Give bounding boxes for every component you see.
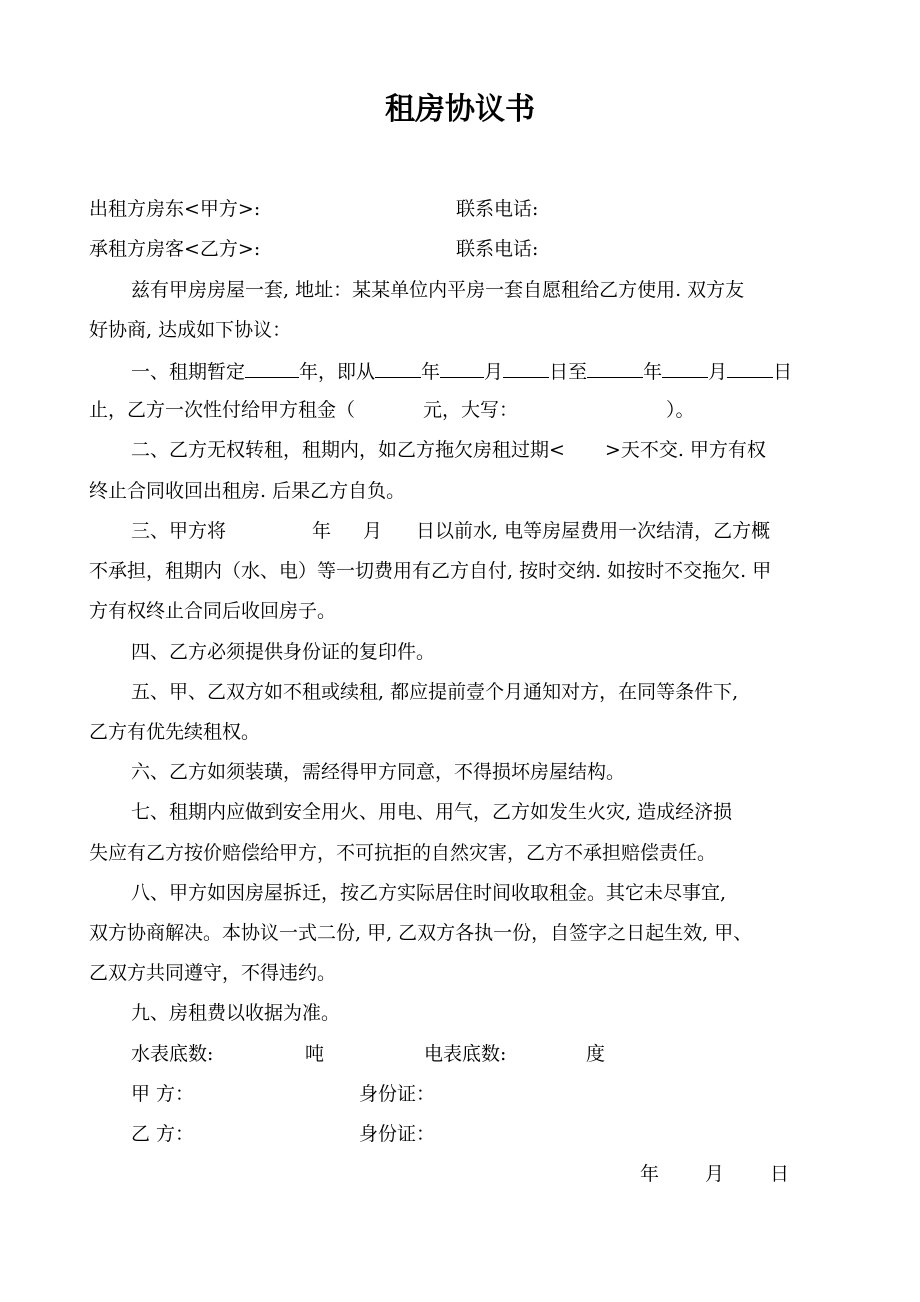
lessor-line (89, 196, 260, 222)
clause-1-line-2 (89, 397, 695, 423)
term-years-blank (245, 357, 299, 378)
clause-3-line-3: 方有权终止合同后收回房子。 (89, 600, 337, 622)
clause-6: 六、乙方如须装璜，需经得甲方同意，不得损坏房屋结构。 (131, 761, 626, 783)
clause-3-text: 月 (363, 520, 383, 542)
clause-1-text: 日 (773, 361, 793, 383)
document-title: 租房协议书 (385, 92, 535, 127)
phone-label: 联系电话: (456, 198, 539, 220)
elec-meter-label: 电表底数: (424, 1043, 507, 1065)
clause-5-line-1: 五、甲、乙双方如不租或续租, 都应提前壹个月通知对方，在同等条件下, (131, 681, 739, 703)
clause-1-text: 月 (708, 361, 728, 383)
clause-3-text: 日以前水, 电等房屋费用一次结清，乙方概 (416, 520, 771, 542)
clause-2-text: >天不交. 甲方有权 (604, 439, 766, 461)
clause-7-line-2: 失应有乙方按价赔偿给甲方，不可抗拒的自然灾害，乙方不承担赔偿责任。 (89, 842, 717, 864)
clause-1-text: 日至 (549, 361, 588, 383)
clause-8-line-1: 八、甲方如因房屋拆迁，按乙方实际居住时间收取租金。其它未尽事宜, (131, 882, 727, 904)
clause-2-line-2: 终止合同收回出租房. 后果乙方自负。 (89, 480, 406, 502)
lessor-phone (456, 196, 538, 222)
water-meter-unit: 吨 (305, 1043, 325, 1065)
water-meter-label: 水表底数: (131, 1043, 214, 1065)
end-month-blank (662, 357, 708, 378)
clause-1-text: 止，乙方一次性付给甲方租金（ (89, 399, 356, 421)
clause-1-text: 一、租期暂定 (131, 361, 246, 383)
clause-1-text: 元，大写： (423, 399, 519, 421)
intro-line-2: 好协商, 达成如下协议： (89, 319, 292, 341)
start-year-blank (375, 357, 421, 378)
lessee-line (89, 236, 260, 262)
clause-3-text: 年 (312, 520, 332, 542)
lessee-phone (456, 236, 538, 262)
clause-1-text: ）。 (666, 399, 695, 421)
clause-2-line-1 (131, 437, 766, 463)
clause-5-line-2: 乙方有优先续租权。 (89, 721, 261, 743)
party-b-id-label: 身份证： (359, 1123, 436, 1145)
clause-3-text: 三、甲方将 (131, 520, 227, 542)
party-a-id-label: 身份证： (359, 1083, 436, 1105)
party-a-signature-label: 甲 方： (131, 1083, 195, 1105)
end-day-blank (727, 357, 773, 378)
clause-2-text: 二、乙方无权转租，租期内，如乙方拖欠房租过期< (131, 439, 565, 461)
clause-7-line-1: 七、租期内应做到安全用火、用电、用气，乙方如发生火灾, 造成经济损 (131, 801, 733, 823)
clause-9: 九、房租费以收据为准。 (131, 1002, 341, 1024)
clause-1-text: 年，即从 (299, 361, 376, 383)
date-day: 日 (770, 1163, 790, 1185)
intro-line-1: 兹有甲房房屋一套, 地址：某某单位内平房一套自愿租给乙方使用. 双方友 (131, 279, 745, 301)
lessee-label: 承租方房客<乙方>: (89, 238, 261, 260)
date-year: 年 (640, 1163, 660, 1185)
clause-1-text: 年 (643, 361, 663, 383)
phone-label: 联系电话: (456, 238, 539, 260)
elec-meter-unit: 度 (586, 1043, 606, 1065)
clause-4: 四、乙方必须提供身份证的复印件。 (131, 641, 436, 663)
party-b-signature-label: 乙 方： (131, 1123, 195, 1145)
clause-1-text: 年 (421, 361, 441, 383)
clause-3-line-1 (131, 518, 770, 544)
date-month: 月 (705, 1163, 725, 1185)
clause-1-line-1 (131, 357, 792, 385)
clause-8-line-2: 双方协商解决。本协议一式二份, 甲, 乙双方各执一份，自签字之日起生效, 甲、 (89, 922, 753, 944)
clause-8-line-3: 乙双方共同遵守，不得违约。 (89, 962, 337, 984)
clause-3-line-2: 不承担，租期内（水、电）等一切费用有乙方自付, 按时交纳. 如按时不交拖欠. 甲 (89, 560, 772, 582)
clause-1-text: 月 (484, 361, 504, 383)
start-day-blank (503, 357, 549, 378)
end-year-blank (587, 357, 643, 378)
start-month-blank (440, 357, 484, 378)
lessor-label: 出租方房东<甲方>: (89, 198, 261, 220)
